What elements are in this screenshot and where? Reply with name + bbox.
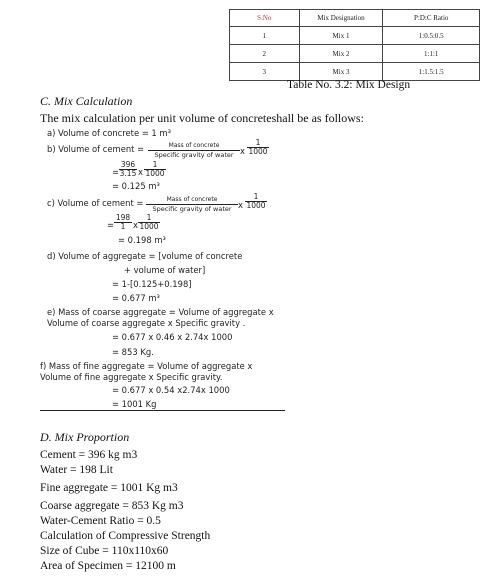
table-cell: Mix 1 — [299, 27, 383, 45]
fraction-numerator: 1 — [245, 193, 267, 202]
equals-sign: = — [107, 220, 115, 230]
proportion-line: Area of Specimen = 12100 m — [40, 560, 176, 572]
fraction-denominator: 3.15 — [119, 169, 137, 178]
calc-d-line: + volume of water] — [124, 265, 206, 275]
times-sign: x — [138, 167, 143, 177]
table-row — [230, 27, 480, 45]
calc-f-result: = 1001 Kg — [112, 399, 157, 409]
proportion-line: Cement = 396 kg m3 — [40, 449, 138, 461]
calc-c-step-fraction-1000 — [138, 214, 160, 231]
divider-line — [40, 410, 285, 411]
table-caption: Table No. 3.2: Mix Design — [287, 79, 411, 91]
calc-c-step-fraction — [114, 214, 132, 231]
calc-b-label: b) Volume of cement = — [47, 144, 145, 154]
times-sign: x — [133, 220, 138, 230]
table-cell: 1:1.5:1.5 — [383, 63, 480, 81]
table-row — [230, 45, 480, 63]
times-sign: x — [240, 146, 245, 156]
mix-design-table — [229, 9, 480, 81]
intro-text: The mix calculation per unit volume of concreteshall be as follows: — [40, 111, 364, 125]
table-cell: 1:0.5:0.5 — [383, 27, 480, 45]
calc-d-line: = 1-[0.125+0.198] — [112, 279, 192, 289]
proportion-line: Coarse aggregate = 853 Kg m3 — [40, 500, 184, 512]
equals-sign: = — [112, 167, 120, 177]
section-heading-mix-proportion: D. Mix Proportion — [40, 430, 130, 444]
fraction-numerator: Mass of concrete — [146, 196, 238, 205]
fraction-numerator: Mass of concrete — [148, 142, 240, 151]
header-pdc-ratio: P:D:C Ratio — [383, 10, 480, 27]
calc-b-fraction-mass — [148, 142, 240, 159]
calc-c-fraction-mass — [146, 196, 238, 213]
proportion-line: Calculation of Compressive Strength — [40, 530, 211, 542]
calc-f-line: f) Mass of fine aggregate = Volume of aggregate x — [40, 361, 253, 371]
proportion-line: Water = 198 Lit — [40, 464, 113, 476]
calc-e-line: = 0.677 x 0.46 x 2.74x 1000 — [112, 332, 233, 342]
table-cell: 1:1:1 — [383, 45, 480, 63]
header-sno: S.No — [230, 10, 300, 27]
calc-f-line: Volume of fine aggregate x Specific gravity. — [40, 372, 223, 382]
table-header-row — [230, 10, 480, 27]
table-cell: 2 — [230, 45, 300, 63]
calc-c-label: c) Volume of cement = — [47, 198, 144, 208]
table-cell: Mix 2 — [299, 45, 383, 63]
calc-b-step-fraction-1000 — [144, 161, 166, 178]
fraction-denominator: 1000 — [139, 222, 159, 231]
calc-b-step-fraction — [119, 161, 137, 178]
fraction-numerator: 1 — [247, 139, 269, 148]
header-mix-designation: Mix Designation — [299, 10, 383, 27]
calc-c-fraction-1000 — [245, 193, 267, 210]
table-cell: Mix 3 — [299, 63, 383, 81]
fraction-numerator: 396 — [120, 160, 136, 169]
fraction-denominator: 1000 — [248, 147, 268, 156]
proportion-line: Fine aggregate = 1001 Kg m3 — [40, 482, 178, 494]
calc-e-line: Volume of coarse aggregate x Specific gravity . — [47, 318, 246, 328]
fraction-numerator: 1 — [138, 214, 160, 223]
proportion-line: Size of Cube = 110x110x60 — [40, 545, 169, 557]
table-cell: 1 — [230, 27, 300, 45]
calc-c-result: = 0.198 m³ — [118, 235, 166, 245]
calc-f-line: = 0.677 x 0.54 x2.74x 1000 — [112, 385, 230, 395]
fraction-numerator: 198 — [115, 213, 131, 222]
proportion-line: Water-Cement Ratio = 0.5 — [40, 515, 161, 527]
calc-e-result: = 853 Kg. — [112, 347, 154, 357]
fraction-denominator: Specific gravity of water — [154, 151, 234, 159]
calc-a: a) Volume of concrete = 1 m³ — [47, 128, 171, 138]
calc-d-line: d) Volume of aggregate = [volume of concrete — [47, 251, 243, 261]
calc-b-result: = 0.125 m³ — [112, 181, 160, 191]
fraction-denominator: 1000 — [246, 201, 266, 210]
section-heading-mix-calculation: C. Mix Calculation — [40, 94, 133, 108]
calc-e-line: e) Mass of coarse aggregate = Volume of aggregate x — [47, 307, 274, 317]
calc-d-result: = 0.677 m³ — [112, 293, 160, 303]
table-row — [230, 63, 480, 81]
fraction-numerator: 1 — [144, 161, 166, 170]
calc-b-fraction-1000 — [247, 139, 269, 156]
times-sign: x — [238, 200, 243, 210]
fraction-denominator: Specific gravity of water — [152, 205, 232, 213]
fraction-denominator: 1000 — [145, 169, 165, 178]
fraction-denominator: 1 — [120, 222, 126, 231]
table-cell: 3 — [230, 63, 300, 81]
